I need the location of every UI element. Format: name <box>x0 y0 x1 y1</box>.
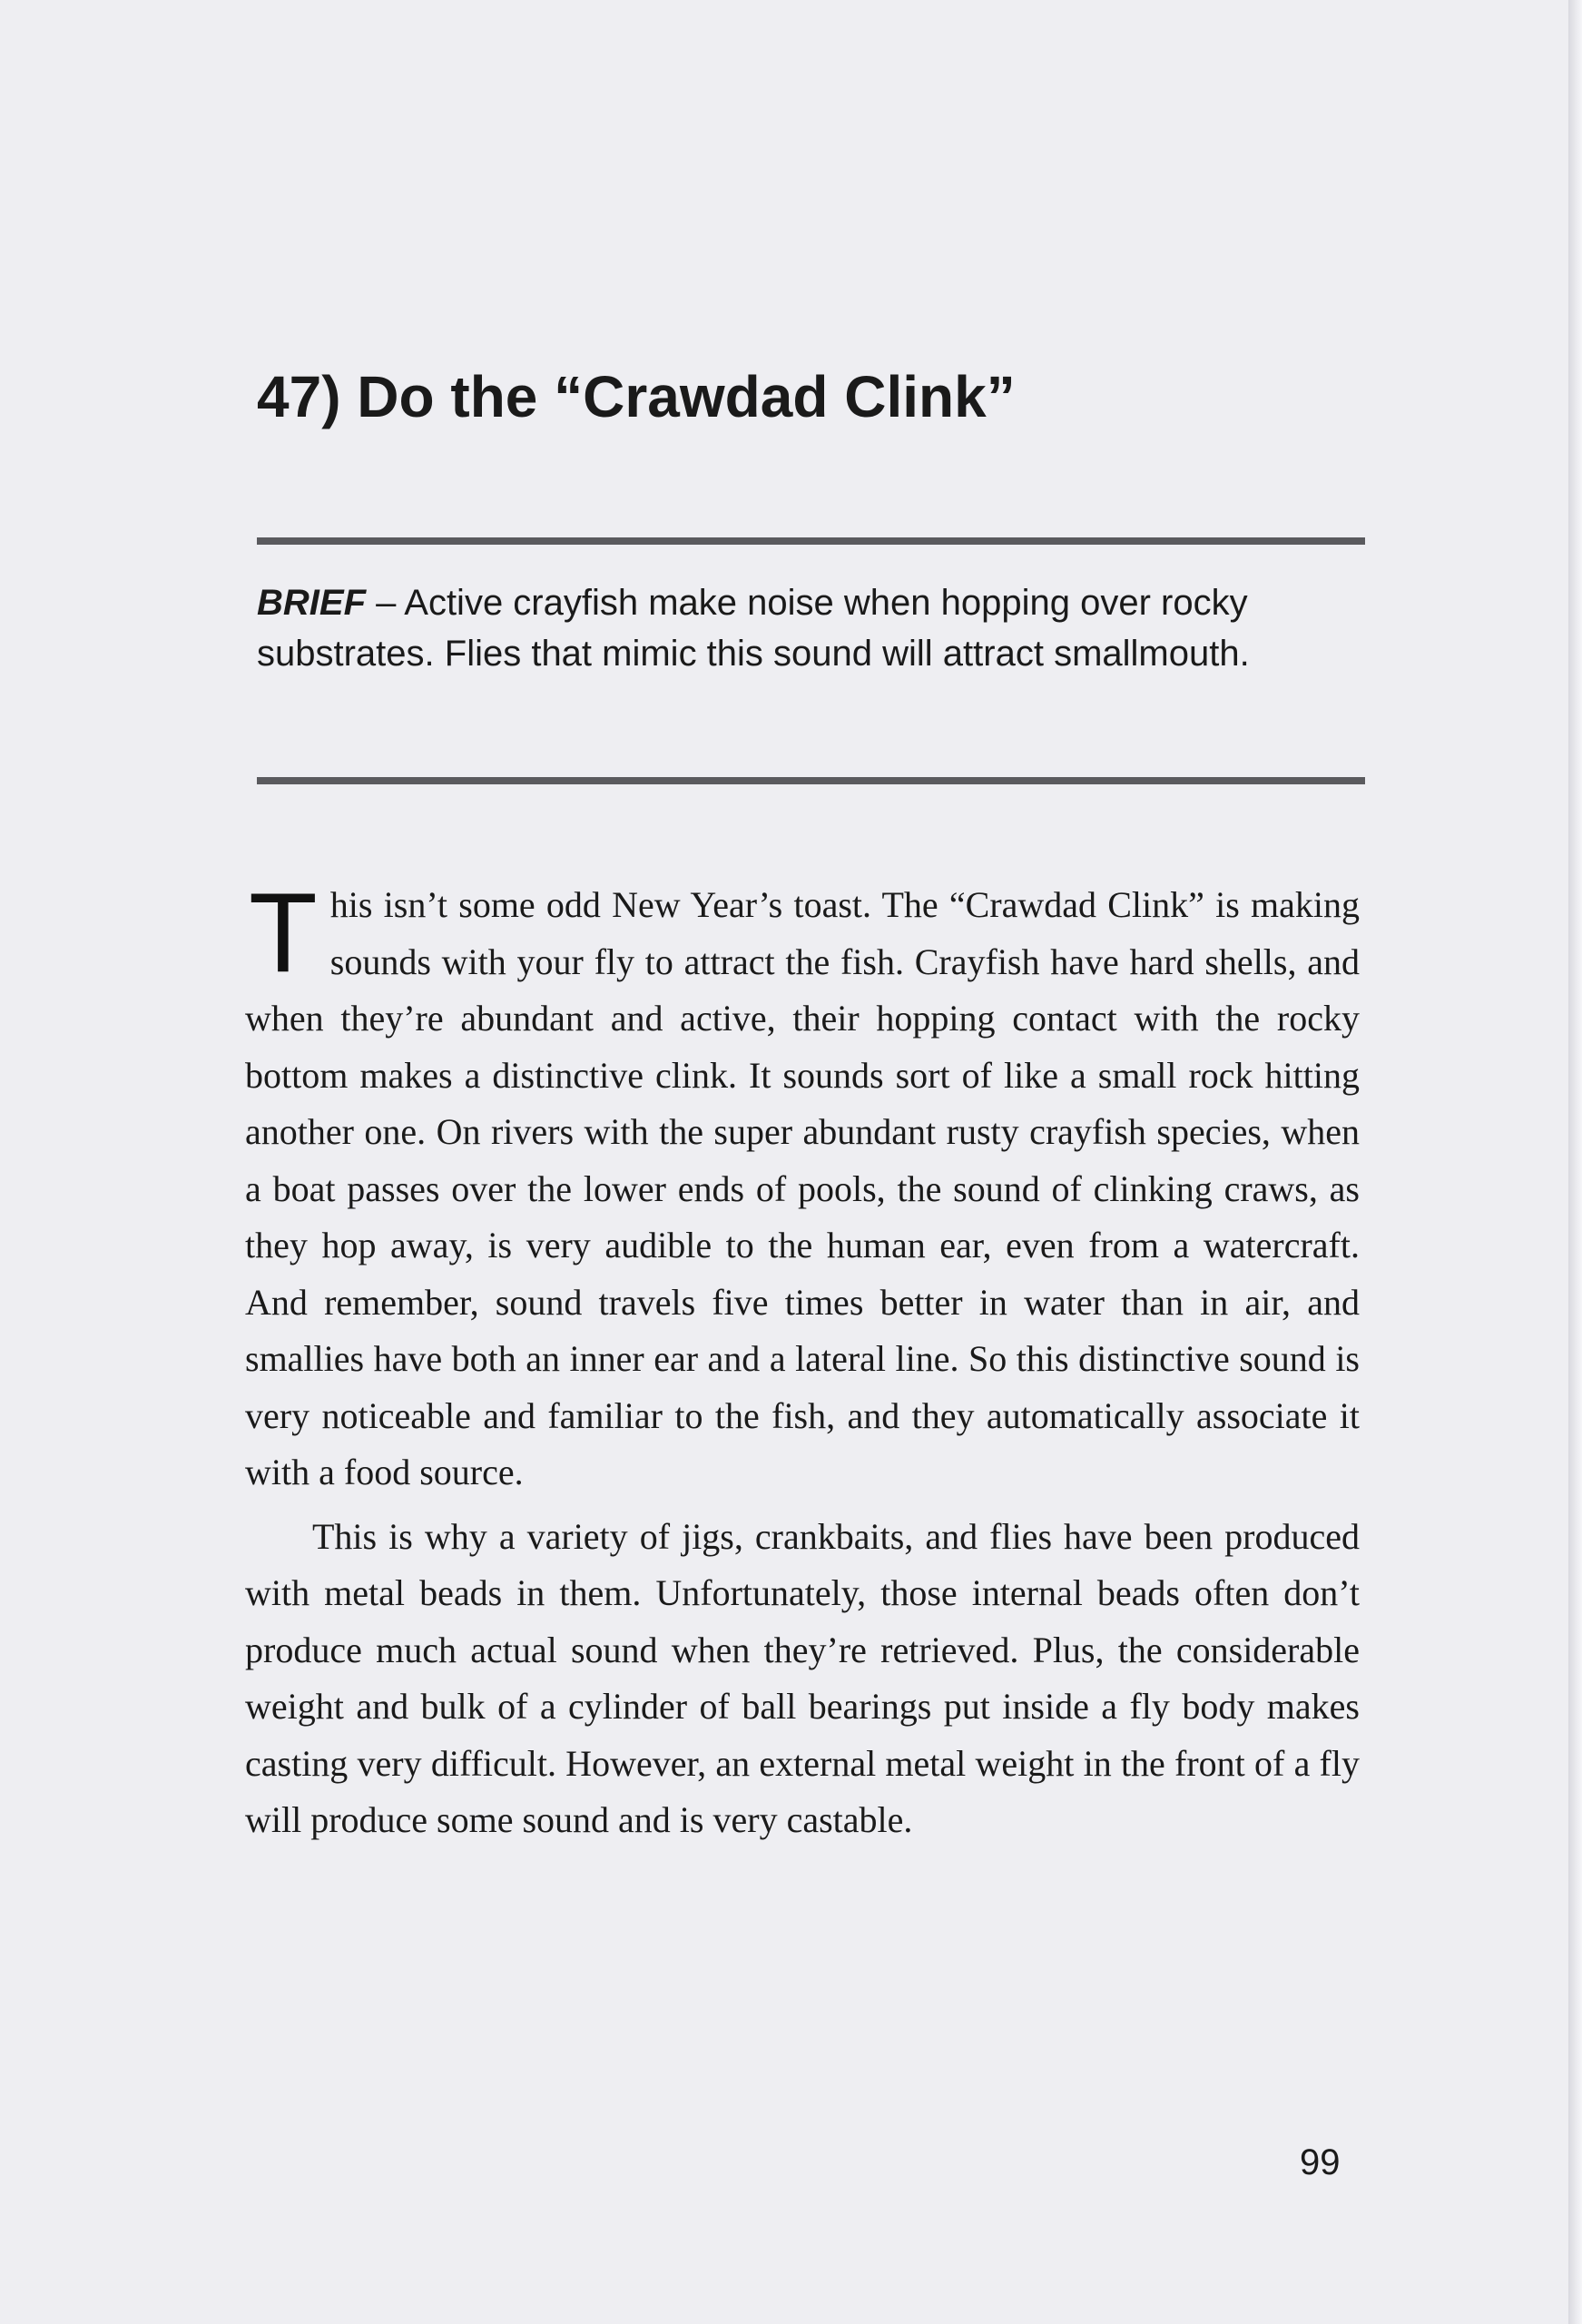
chapter-title: 47) Do the “Crawdad Clink” <box>257 364 1016 429</box>
brief-box <box>257 577 1365 679</box>
brief-bottom-rule <box>257 777 1365 784</box>
drop-cap: T <box>249 871 318 996</box>
page-edge <box>1568 0 1582 2324</box>
paragraph-2: This is why a variety of jigs, crankbaits, and flies have been produced with metal beads in them. Unfortunately, those internal beads often don’t produce much actual sound when they’re retrieved. Plus, the considerable weight and bulk of a cylinder of ball bearings put inside a fly body makes casting very difficult. However, an external metal weight in the front of a fly will produce some sound and is very castable. <box>245 1515 1360 1840</box>
page-number: 99 <box>1300 2142 1341 2182</box>
body-text <box>245 871 1360 1849</box>
brief-text: – Active crayfish make noise when hopping over rocky substrates. Flies that mimic this sound will attract smallmouth. <box>257 583 1250 674</box>
brief-label: BRIEF <box>257 583 366 623</box>
paragraph-1 <box>245 871 1360 1502</box>
brief-top-rule <box>257 537 1365 545</box>
paragraph-1-text: his isn’t some odd New Year’s toast. The “Crawdad Clink” is making sounds with your fly to attract the fish. Crayfish have hard shells, and when they’re abundant and active, their hopping contact with the rocky bottom makes a distinctive clink. It sounds sort of like a small rock hitting another one. On rivers with the super abundant rusty crayfish species, when a boat passes over the lower ends of pools, the sound of clinking craws, as they hop away, is very audible to the human ear, even from a watercraft. And remember, sound travels five times better in water than in air, and smallies have both an inner ear and a lateral line. So this distinctive sound is very noticeable and familiar to the fish, and they automatically associate it with a food source. <box>245 884 1360 1492</box>
